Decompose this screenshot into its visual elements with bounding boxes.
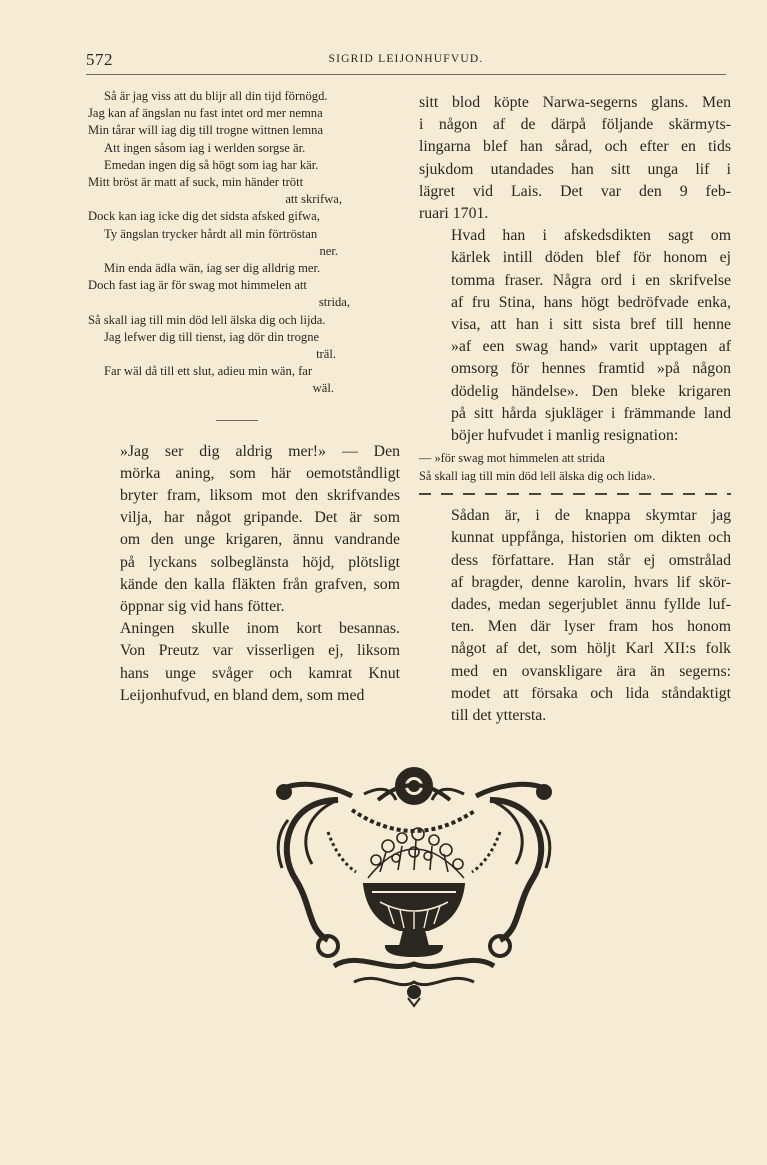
running-head: SIGRID LEIJONHUFVUD. — [328, 53, 484, 65]
poem-line: wäl. — [312, 381, 334, 396]
quoted-verse — [419, 449, 731, 485]
poem — [88, 88, 400, 398]
text-line: Leijonhufvud, en bland dem, som med — [120, 686, 365, 704]
text-line: »Jag ser dig aldrig mer!» — Den — [120, 442, 400, 460]
text-line: tomma fraser. Några ord i en skrifvelse — [451, 271, 731, 289]
paragraph — [419, 92, 731, 225]
poem-line: Doch fast iag är för swag mot himmelen att — [88, 278, 307, 293]
text-line: kärlek intill döden blef för honom ej — [451, 249, 731, 267]
text-line: dödelig händelse». Den bleke krigaren — [451, 382, 731, 400]
text-line: Von Preutz var visserligen ej, liksom — [120, 642, 400, 660]
left-prose — [88, 441, 400, 707]
text-line: lägret vid Lais. Det var den 9 feb- — [419, 182, 731, 200]
text-line: böjer hufvudet i manlig resignation: — [451, 427, 679, 445]
quote-line: — »för swag mot himmelen att strida — [419, 451, 605, 466]
text-line: kände den kalla fläkten från grafven, som — [120, 575, 400, 593]
poem-line: Far wäl då till ett slut, adieu min wän, far — [104, 364, 313, 379]
text-line: till det yttersta. — [451, 707, 547, 725]
text-line: hans unge svåger och kamrat Knut — [120, 664, 400, 682]
poem-line: att skrifwa, — [285, 192, 342, 207]
right-prose — [419, 92, 731, 447]
text-line: i någon af de därpå följande skärmyts- — [419, 116, 731, 134]
poem-line: Att ingen såsom iag i werlden sorgse är. — [104, 140, 306, 155]
dashed-divider — [419, 493, 731, 495]
text-line: kunnat uppfånga, historien om dikten och — [451, 529, 731, 547]
poem-line: Emedan ingen dig så högt som iag har kär. — [104, 157, 319, 172]
poem-line: Min tårar will iag dig till trogne wittnen lemna — [88, 123, 324, 138]
text-line: Sådan är, i de knappa skymtar jag — [451, 507, 731, 525]
poem-line: Så är jag viss att du blijr all din tijd förnögd. — [104, 89, 328, 103]
paragraph — [88, 441, 400, 619]
text-line: af bragder, denne karolin, hvars lif skör- — [451, 573, 731, 591]
text-line: med en ovanskligare ära än segerns: — [451, 662, 731, 680]
baroque-flower-urn-ornament-icon — [268, 760, 560, 1008]
text-line: modet att försaka och lida ståndaktigt — [451, 684, 731, 702]
text-line: af fru Stina, hans högt bedröfvade enka, — [451, 293, 731, 311]
text-line: ten. Men där lyser fram hos honom — [451, 618, 731, 636]
poem-line: Så skall iag till min död lell älska dig och lijda. — [88, 312, 326, 327]
left-column — [88, 88, 400, 707]
text-line: dades, medan segerjublet ännu fyllde luf- — [451, 596, 731, 614]
poem-line: strida, — [318, 295, 350, 310]
paragraph — [419, 505, 731, 727]
right-prose-continued — [419, 505, 731, 727]
text-line: Aningen skulle inom kort besannas. — [120, 620, 400, 638]
text-line: bryter fram, liksom mot den skrifvandes — [120, 487, 400, 505]
text-line: ruari 1701. — [419, 205, 489, 223]
text-line: lingarna blef han sårad, och efter en tids — [419, 138, 731, 156]
right-column — [419, 92, 731, 727]
poem-line: Jag lefwer dig till tienst, iag dör din trogne — [104, 329, 320, 344]
text-line: om den unge krigaren, ännu vandrande — [120, 531, 400, 549]
text-line: mörka aning, som här oemotståndligt — [120, 464, 400, 482]
text-line: något af det, som höljt Karl XII:s folk — [451, 640, 731, 658]
paragraph — [88, 618, 400, 707]
page-number: 572 — [86, 50, 113, 69]
text-line: på lyckans solbeglänsta höjd, plötsligt — [120, 553, 400, 571]
text-line: sitt blod köpte Narwa-segerns glans. Men — [419, 94, 731, 111]
text-line: omsorg för hennes framtid »på någon — [451, 360, 731, 378]
poem-line: Min enda ädla wän, iag ser dig alldrig mer. — [104, 261, 321, 276]
header-rule — [86, 74, 726, 75]
text-line: vilja, har något gripande. Det är som — [120, 509, 400, 527]
text-line: öppnar sig vid hans fötter. — [120, 598, 285, 616]
text-line: på sitt hårda sjukläger i främmande land — [451, 404, 731, 422]
text-line: visa, att han i sitt sista bref till henne — [451, 316, 731, 334]
section-divider — [216, 420, 258, 421]
text-line: Hvad han i afskedsdikten sagt om — [451, 227, 731, 245]
poem-line: Jag kan af ängslan nu fast intet ord mer nemna — [88, 106, 323, 121]
text-line: »af een swag hand» varit upptagen af — [451, 338, 731, 356]
poem-line: ner. — [319, 243, 338, 258]
text-line: dess författare. Han står ej omstrålad — [451, 551, 731, 569]
quote-line: Så skall iag till min död lell älska dig och lida». — [419, 469, 656, 484]
paragraph — [419, 225, 731, 447]
poem-line: Dock kan iag icke dig det sidsta afsked gifwa, — [88, 209, 320, 224]
poem-line: Mitt bröst är matt af suck, min händer trött — [88, 175, 304, 190]
poem-line: träl. — [316, 347, 336, 362]
page-header — [86, 50, 726, 72]
text-line: sjukdom utandades han sitt unga lif i — [419, 160, 731, 178]
poem-line: Ty ängslan trycker hårdt all min förtröstan — [104, 226, 318, 241]
